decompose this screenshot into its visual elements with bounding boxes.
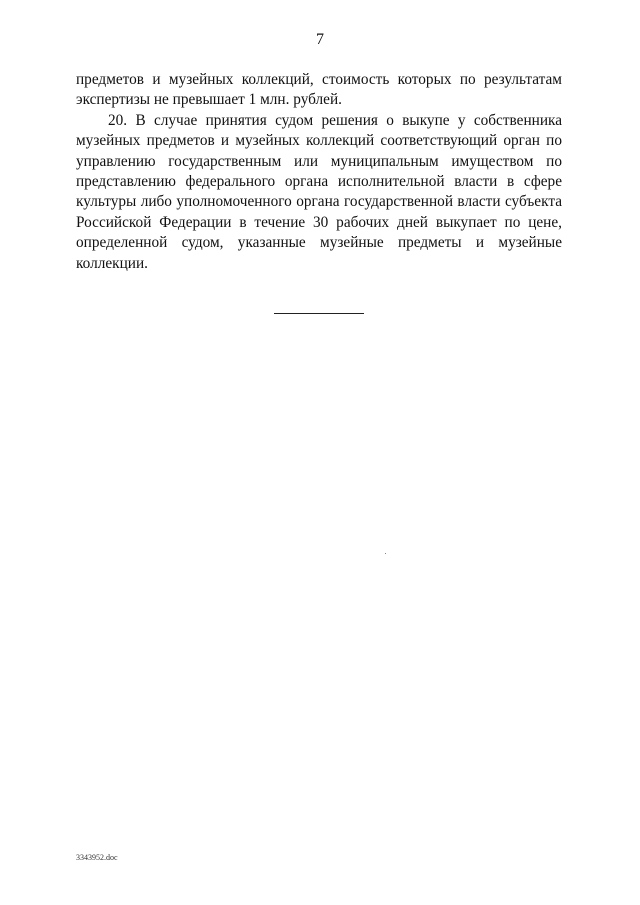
paragraph-item-20: 20. В случае принятия судом решения о выкупе у собственника музейных предметов и музейных коллекций соответствующий орган по управлению государственным или муниципальным имуществом по представлению федерального органа исполнительной власти в сфере культуры либо уполномоченного органа государственной власти субъекта Российской Федерации в течение 30 рабочих дней выкупает по цене, определенной судом, указанные музейные предметы и музейные коллекции.: [76, 111, 562, 272]
end-of-text-separator: [274, 313, 364, 314]
scan-speck: [385, 553, 386, 554]
page-number: 7: [316, 31, 324, 48]
paragraph-continuation: предметов и музейных коллекций, стоимость которых по результатам экспертизы не превышает 1 млн. рублей.: [76, 71, 562, 109]
document-file-id: 3343952.doc: [76, 853, 118, 862]
body-text: [76, 70, 562, 274]
